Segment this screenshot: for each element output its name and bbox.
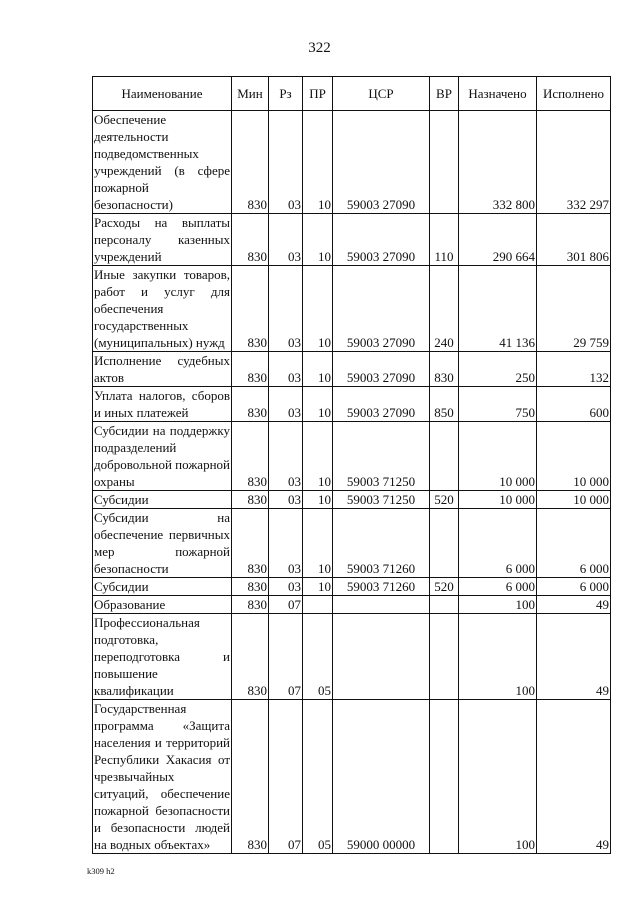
table-row (93, 266, 611, 352)
row-min-cell: 830 (232, 578, 269, 596)
row-rz-cell: 03 (269, 578, 303, 596)
row-rz-cell: 03 (269, 509, 303, 578)
row-min-cell: 830 (232, 352, 269, 387)
row-min-cell: 830 (232, 111, 269, 214)
row-executed-cell: 49 (537, 700, 611, 854)
row-pr-cell: 10 (303, 509, 333, 578)
row-vr-cell: 830 (430, 352, 459, 387)
row-executed-cell: 10 000 (537, 422, 611, 491)
table-row (93, 578, 611, 596)
row-rz-cell: 03 (269, 352, 303, 387)
row-vr-cell: 850 (430, 387, 459, 422)
row-assigned-cell: 100 (459, 614, 537, 700)
row-assigned-cell: 6 000 (459, 509, 537, 578)
column-header-assigned: Назначено (459, 77, 537, 111)
row-pr-cell: 10 (303, 491, 333, 509)
row-min-cell: 830 (232, 509, 269, 578)
footer-code: k309 h2 (87, 866, 115, 876)
table-row (93, 111, 611, 214)
row-executed-cell: 301 806 (537, 214, 611, 266)
row-csr-cell: 59000 00000 (333, 700, 430, 854)
row-executed-cell: 132 (537, 352, 611, 387)
row-assigned-cell: 10 000 (459, 422, 537, 491)
row-assigned-cell: 332 800 (459, 111, 537, 214)
row-min-cell: 830 (232, 266, 269, 352)
row-rz-cell: 07 (269, 700, 303, 854)
row-name-cell: Обеспечение деятельности подведомственных учреждений (в сфере пожарной безопасности) (94, 112, 230, 212)
row-executed-cell: 6 000 (537, 509, 611, 578)
row-min-cell: 830 (232, 700, 269, 854)
row-executed-cell: 49 (537, 614, 611, 700)
row-assigned-cell: 290 664 (459, 214, 537, 266)
row-vr-cell (430, 700, 459, 854)
row-vr-cell (430, 111, 459, 214)
row-name-cell: Государственная программа «Защита населения и территорий Республики Хакасия от чрезвычайных ситуаций, обеспечение пожарной безопасности и безопасности людей на водных объектах» (94, 701, 230, 852)
row-rz-cell: 03 (269, 214, 303, 266)
column-header-name: Наименование (93, 77, 232, 111)
table-row (93, 352, 611, 387)
row-assigned-cell: 750 (459, 387, 537, 422)
table-row (93, 422, 611, 491)
row-assigned-cell: 100 (459, 596, 537, 614)
row-name-cell: Субсидии на обеспечение первичных мер пожарной безопасности (94, 510, 230, 576)
table-header-row (93, 77, 611, 111)
row-csr-cell: 59003 71260 (333, 509, 430, 578)
row-min-cell: 830 (232, 491, 269, 509)
row-min-cell: 830 (232, 596, 269, 614)
row-pr-cell (303, 596, 333, 614)
row-name-cell: Исполнение судебных актов (94, 353, 230, 385)
row-vr-cell (430, 614, 459, 700)
table-row (93, 614, 611, 700)
row-assigned-cell: 250 (459, 352, 537, 387)
row-vr-cell: 240 (430, 266, 459, 352)
row-min-cell: 830 (232, 422, 269, 491)
row-pr-cell: 05 (303, 614, 333, 700)
row-rz-cell: 03 (269, 422, 303, 491)
row-rz-cell: 03 (269, 387, 303, 422)
row-pr-cell: 10 (303, 111, 333, 214)
row-csr-cell: 59003 27090 (333, 352, 430, 387)
column-header-min: Мин (232, 77, 269, 111)
row-assigned-cell: 100 (459, 700, 537, 854)
row-pr-cell: 10 (303, 214, 333, 266)
row-csr-cell: 59003 27090 (333, 111, 430, 214)
row-vr-cell: 520 (430, 491, 459, 509)
row-name-cell: Субсидии на поддержку подразделений добровольной пожарной охраны (94, 423, 230, 489)
row-rz-cell: 07 (269, 596, 303, 614)
row-name-cell: Профессиональная подготовка, переподготовка и повышение квалификации (94, 615, 230, 698)
table-row (93, 596, 611, 614)
column-header-csr: ЦСР (333, 77, 430, 111)
row-rz-cell: 03 (269, 111, 303, 214)
page-number: 322 (308, 40, 331, 56)
row-assigned-cell: 10 000 (459, 491, 537, 509)
row-executed-cell: 49 (537, 596, 611, 614)
row-pr-cell: 10 (303, 266, 333, 352)
column-header-rz: Рз (269, 77, 303, 111)
row-name-cell: Уплата налогов, сборов и иных платежей (94, 388, 230, 420)
row-rz-cell: 07 (269, 614, 303, 700)
row-csr-cell: 59003 71260 (333, 578, 430, 596)
row-min-cell: 830 (232, 387, 269, 422)
row-csr-cell: 59003 27090 (333, 214, 430, 266)
row-vr-cell (430, 596, 459, 614)
row-executed-cell: 6 000 (537, 578, 611, 596)
row-name-cell: Образование (93, 596, 232, 614)
row-vr-cell (430, 509, 459, 578)
row-csr-cell: 59003 27090 (333, 387, 430, 422)
row-pr-cell: 05 (303, 700, 333, 854)
column-header-vr: ВР (430, 77, 459, 111)
row-csr-cell: 59003 71250 (333, 491, 430, 509)
table-row (93, 491, 611, 509)
table-row (93, 387, 611, 422)
row-pr-cell: 10 (303, 422, 333, 491)
budget-table (92, 76, 611, 854)
table-row (93, 509, 611, 578)
row-name-cell: Субсидии (93, 491, 232, 509)
row-executed-cell: 10 000 (537, 491, 611, 509)
row-min-cell: 830 (232, 614, 269, 700)
row-csr-cell (333, 614, 430, 700)
row-rz-cell: 03 (269, 491, 303, 509)
column-header-executed: Исполнено (537, 77, 611, 111)
column-header-pr: ПР (303, 77, 333, 111)
row-min-cell: 830 (232, 214, 269, 266)
row-executed-cell: 332 297 (537, 111, 611, 214)
row-name-cell: Субсидии (93, 578, 232, 596)
row-pr-cell: 10 (303, 352, 333, 387)
row-vr-cell: 520 (430, 578, 459, 596)
table-row (93, 700, 611, 854)
row-pr-cell: 10 (303, 387, 333, 422)
row-executed-cell: 600 (537, 387, 611, 422)
row-csr-cell: 59003 27090 (333, 266, 430, 352)
row-vr-cell (430, 422, 459, 491)
row-assigned-cell: 6 000 (459, 578, 537, 596)
table-row (93, 214, 611, 266)
row-vr-cell: 110 (430, 214, 459, 266)
row-executed-cell: 29 759 (537, 266, 611, 352)
row-pr-cell: 10 (303, 578, 333, 596)
row-rz-cell: 03 (269, 266, 303, 352)
row-csr-cell (333, 596, 430, 614)
row-name-cell: Иные закупки товаров, работ и услуг для обеспечения государственных (муниципальных) нужд (94, 267, 230, 350)
row-name-cell: Расходы на выплаты персоналу казенных учреждений (94, 215, 230, 264)
row-assigned-cell: 41 136 (459, 266, 537, 352)
row-csr-cell: 59003 71250 (333, 422, 430, 491)
